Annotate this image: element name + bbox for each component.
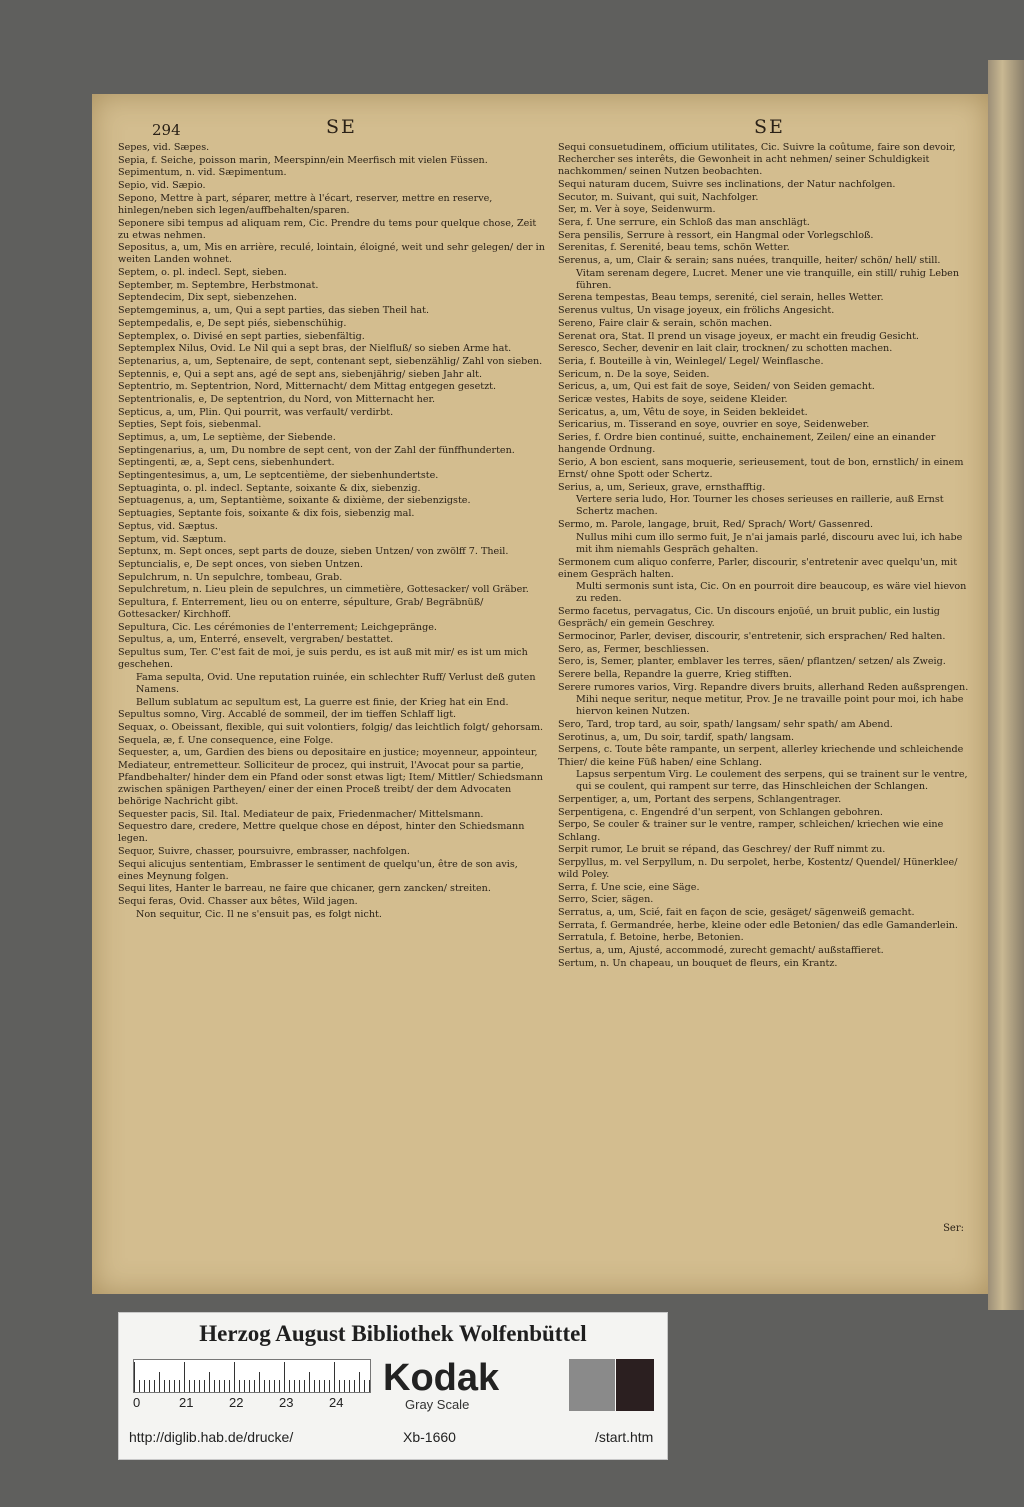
dictionary-entry: Vitam serenam degere, Lucret. Mener une vie tranquille, ein still/ ruhig Leben führen.: [576, 267, 960, 291]
right-entries: [558, 142, 974, 970]
dictionary-entry: Septenarius, a, um, Septenaire, de sept, contenant sept, siebenzählig/ Zahl von sieben.: [118, 355, 543, 367]
dictionary-entry: Multi sermonis sunt ista, Cic. On en pourroit dire beaucoup, es wäre viel hievon zu reden.: [576, 581, 967, 605]
dictionary-entry: Serratula, f. Betoine, herbe, Betonien.: [558, 932, 744, 944]
ruler-tick: [229, 1380, 230, 1392]
dictionary-entry: Sequestro dare, credere, Mettre quelque chose en dépost, hinter den Schiedsmann legen.: [118, 821, 525, 845]
dictionary-entry: Sericæ vestes, Habits de soye, seidene Kleider.: [558, 393, 788, 405]
dictionary-entry: Sepultura, f. Enterrement, lieu ou on enterre, sépulture, Grab/ Begräbnüß/ Gottesacker/ Kirchhoff.: [118, 596, 484, 621]
dictionary-entry: Serere rumores varios, Virg. Repandre divers bruits, allerhand Reden außsprengen.: [558, 681, 969, 693]
shelfmark: Xb-1660: [403, 1429, 456, 1445]
dictionary-entry: Septemgeminus, a, um, Qui a sept parties, das sieben Theil hat.: [118, 305, 430, 317]
dictionary-entry: Septentrionalis, e, De septentrion, du Nord, von Mitternacht her.: [118, 393, 436, 405]
dictionary-entry: Septempedalis, e, De sept piés, siebenschühig.: [118, 317, 347, 329]
ruler-tick: [284, 1362, 285, 1392]
dictionary-entry: Serpens, c. Toute bête rampante, un serpent, allerley kriechende und schleichende Thier/ die keine Füß haben/ eine Schlang.: [558, 744, 964, 768]
ruler-tick: [254, 1380, 255, 1392]
dictionary-entry: Septemplex, o. Divisé en sept parties, siebenfältig.: [118, 330, 365, 342]
ruler-tick: [299, 1380, 300, 1392]
ruler-tick: [269, 1380, 270, 1392]
dictionary-entry: Sereno, Faire clair & serain, schön machen.: [558, 317, 773, 329]
ruler-tick: [164, 1380, 165, 1392]
dictionary-entry: Sepultus, a, um, Enterré, ensevelt, vergraben/ bestattet.: [118, 634, 394, 646]
ruler-tick: [334, 1362, 335, 1392]
ruler-tick: [339, 1380, 340, 1392]
ruler-tick: [314, 1380, 315, 1392]
dictionary-entry: Septies, Sept fois, siebenmal.: [118, 419, 262, 431]
dictionary-entry: Septimus, a, um, Le septième, der Siebende.: [118, 432, 336, 444]
dictionary-entry: September, m. Septembre, Herbstmonat.: [118, 279, 319, 291]
dictionary-entry: Serpentiger, a, um, Portant des serpens, Schlangentrager.: [558, 794, 842, 806]
archive-footer: [118, 1312, 668, 1460]
dictionary-entry: Vertere seria ludo, Hor. Tourner les choses serieuses en raillerie, auß Ernst Schertz machen.: [576, 494, 944, 518]
dictionary-entry: Septuncialis, e, De sept onces, von sieben Untzen.: [118, 558, 364, 570]
dictionary-entry: Septicus, a, um, Plin. Qui pourrit, was verfault/ verdirbt.: [118, 406, 394, 418]
dictionary-entry: Septingenti, æ, a, Sept cens, siebenhundert.: [118, 457, 335, 469]
dictionary-entry: Lapsus serpentum Virg. Le coulement des serpens, qui se trainent sur le ventre, qui se coulent, qui rampent sur terre, das Hinschleichen der Schlangen.: [576, 769, 968, 793]
ruler-tick: [329, 1380, 330, 1392]
ruler-tick: [174, 1380, 175, 1392]
ruler-tick: [184, 1362, 185, 1392]
ruler-tick: [249, 1380, 250, 1392]
dictionary-entry: Sequi feras, Ovid. Chasser aux bêtes, Wild jagen.: [118, 896, 358, 908]
dictionary-entry: Sermonem cum aliquo conferre, Parler, discourir, s'entretenir avec quelqu'un, mit einem Gespräch halten.: [558, 556, 958, 580]
dictionary-entry: Fama sepulta, Ovid. Une reputation ruinée, ein schlechter Ruff/ Verlust deß guten Namens.: [136, 671, 536, 695]
dictionary-entry: Serpo, Se couler & trainer sur le ventre, ramper, schleichen/ kriechen wie eine Schlang.: [558, 819, 944, 843]
ruler-tick: [189, 1380, 190, 1392]
ruler-tick: [359, 1372, 360, 1392]
dictionary-entry: Sequester pacis, Sil. Ital. Mediateur de paix, Friedenmacher/ Mittelsmann.: [118, 808, 484, 820]
dictionary-entry: Serenat ora, Stat. Il prend un visage joyeux, er macht ein freudig Gesicht.: [558, 330, 919, 342]
dictionary-entry: Septennis, e, Qui a sept ans, agé de sept ans, siebenjährig/ sieben Jahr alt.: [118, 368, 483, 380]
book-page: [92, 94, 988, 1294]
dictionary-entry: Seria, f. Bouteille à vin, Weinlegel/ Legel/ Weinflasche.: [558, 355, 824, 367]
ruler-labels: [133, 1395, 383, 1413]
dictionary-entry: Sequi alicujus sententiam, Embrasser le sentiment de quelqu'un, être de son avis, eines Meynung folgen.: [118, 858, 518, 882]
running-head-right: SE: [754, 116, 785, 138]
ruler-tick: [354, 1380, 355, 1392]
dictionary-entry: Serenitas, f. Serenité, beau tems, schön Wetter.: [558, 242, 790, 254]
left-column: [118, 116, 546, 922]
dictionary-entry: Sequi consuetudinem, officium utilitates, Cic. Suivre la coûtume, faire son devoir, Rechercher ses interêts, die Gewonheit in acht nehmen/ seiner Schuldigkeit nachkommen/ seinen Nutzen beobachten.: [558, 142, 956, 178]
dictionary-entry: Sequax, o. Obeissant, flexible, qui suit volontiers, folgig/ das leichtlich folgt/ gehorsam.: [118, 722, 544, 734]
dictionary-entry: Sericum, n. De la soye, Seiden.: [558, 368, 710, 380]
dictionary-entry: Serius, a, um, Serieux, grave, ernsthafftig.: [558, 481, 766, 493]
ruler-tick: [364, 1380, 365, 1392]
ruler-label: 24: [329, 1395, 344, 1410]
ruler-tick: [309, 1372, 310, 1392]
dictionary-entry: Sertum, n. Un chapeau, un bouquet de fleurs, ein Krantz.: [558, 957, 838, 969]
dictionary-entry: Septum, vid. Sæptum.: [118, 533, 227, 545]
dictionary-entry: Sepultus sum, Ter. C'est fait de moi, je suis perdu, es ist auß mit mir/ es ist um mich geschehen.: [118, 647, 528, 671]
dictionary-entry: Serenus, a, um, Clair & serain; sans nuées, tranquille, heiter/ schön/ hell/ still.: [558, 255, 941, 266]
kodak-logo: Kodak: [383, 1357, 500, 1399]
ruler-tick: [234, 1362, 235, 1392]
dictionary-entry: Septingenarius, a, um, Du nombre de sept cent, von der Zahl der fünffhunderten.: [118, 444, 515, 456]
ruler-tick: [209, 1372, 210, 1392]
dictionary-entry: Bellum sublatum ac sepultum est, La guerre est finie, der Krieg hat ein End.: [136, 696, 509, 708]
dictionary-entry: Sepultura, Cic. Les cérémonies de l'enterrement; Leichgepränge.: [118, 621, 437, 633]
dictionary-entry: Ser, m. Ver à soye, Seidenwurm.: [558, 204, 716, 216]
dictionary-entry: Sepositus, a, um, Mis en arrière, reculé, lointain, éloigné, weit und sehr gelegen/ der in weiten Landen wohnet.: [118, 242, 545, 266]
dictionary-entry: Sera, f. Une serrure, ein Schloß das man anschlägt.: [558, 216, 810, 228]
ruler-tick: [274, 1380, 275, 1392]
dictionary-entry: Sericarius, m. Tisserand en soye, ouvrier en soye, Seidenweber.: [558, 419, 870, 431]
dictionary-entry: Sepimentum, n. vid. Sæpimentum.: [118, 167, 287, 179]
ruler-tick: [204, 1380, 205, 1392]
dictionary-entry: Serpit rumor, Le bruit se répand, das Geschrey/ der Ruff nimmt zu.: [558, 844, 886, 856]
ruler-tick: [139, 1380, 140, 1392]
dictionary-entry: Sera pensilis, Serrure à ressort, ein Hangmal oder Vorlegschloß.: [558, 229, 874, 241]
ruler-tick: [159, 1372, 160, 1392]
dictionary-entry: Septunx, m. Sept onces, sept parts de douze, sieben Untzen/ von zwölff 7. Theil.: [118, 546, 509, 558]
dictionary-entry: Septentrio, m. Septentrion, Nord, Mitternacht/ dem Mittag entgegen gesetzt.: [118, 381, 497, 393]
dictionary-entry: Serere bella, Repandre la guerre, Krieg stifften.: [558, 668, 792, 680]
dictionary-entry: Sepia, f. Seiche, poisson marin, Meerspinn/ein Meerfisch mit vielen Füssen.: [118, 154, 488, 166]
gray-swatch: [569, 1359, 615, 1411]
page-edge: [988, 60, 1024, 1310]
dictionary-entry: Sepio, vid. Sæpio.: [118, 180, 206, 192]
ruler-label: 0: [133, 1395, 141, 1410]
dictionary-entry: Septemplex Nilus, Ovid. Le Nil qui a sept bras, der Nielfluß/ so sieben Arme hat.: [118, 343, 512, 355]
dictionary-entry: Serotinus, a, um, Du soir, tardif, spath/ langsam.: [558, 731, 795, 743]
dictionary-entry: Serena tempestas, Beau temps, serenité, ciel serain, helles Wetter.: [558, 292, 884, 304]
dark-swatch: [616, 1359, 654, 1411]
dictionary-entry: Sequi lites, Hanter le barreau, ne faire que chicaner, gern zancken/ streiten.: [118, 883, 491, 895]
dictionary-entry: Serrata, f. Germandrée, herbe, kleine oder edle Betonien/ das edle Gamanderlein.: [558, 919, 958, 931]
dictionary-entry: Serio, A bon escient, sans moquerie, serieusement, tout de bon, ernstlich/ in einem Ernst/ ohne Spott oder Schertz.: [558, 456, 964, 480]
dictionary-entry: Sero, Tard, trop tard, au soir, spath/ langsam/ sehr spath/ am Abend.: [558, 719, 893, 731]
dictionary-entry: Serro, Scier, sägen.: [558, 894, 654, 906]
dictionary-entry: Sepultus somno, Virg. Accablé de sommeil, der im tieffen Schlaff ligt.: [118, 709, 457, 721]
ruler-tick: [199, 1380, 200, 1392]
dictionary-entry: Series, f. Ordre bien continué, suitte, enchainement, Zeilen/ eine an einander hangende Ordnung.: [558, 432, 936, 456]
dictionary-entry: Septendecim, Dix sept, siebenzehen.: [118, 292, 297, 304]
gray-scale-label: Gray Scale: [405, 1397, 470, 1412]
ruler-label: 21: [179, 1395, 194, 1410]
dictionary-entry: Secutor, m. Suivant, qui suit, Nachfolger.: [558, 191, 759, 203]
dictionary-entry: Sepes, vid. Sæpes.: [118, 142, 210, 153]
ruler-tick: [279, 1380, 280, 1392]
dictionary-entry: Septuagies, Septante fois, soixante & dix fois, siebenzig mal.: [118, 508, 415, 520]
dictionary-entry: Serenus vultus, Un visage joyeux, ein frölichs Angesicht.: [558, 305, 835, 317]
dictionary-entry: Serratus, a, um, Scié, fait en façon de scie, gesäget/ sägenweiß gemacht.: [558, 907, 915, 919]
ruler-tick: [289, 1380, 290, 1392]
scale-ruler: [133, 1359, 371, 1393]
left-entries: [118, 142, 546, 921]
ruler-tick: [179, 1380, 180, 1392]
dictionary-entry: Sero, as, Fermer, beschliessen.: [558, 643, 710, 655]
ruler-tick: [259, 1372, 260, 1392]
page-number: 294: [152, 121, 181, 139]
dictionary-entry: Sericus, a, um, Qui est fait de soye, Seiden/ von Seiden gemacht.: [558, 381, 875, 393]
digilib-url[interactable]: http://diglib.hab.de/drucke/: [129, 1429, 294, 1445]
dictionary-entry: Sequester, a, um, Gardien des biens ou depositaire en justice; moyenneur, appointeur, Mediateur, entremetteur. Solliciteur de procez, qui instruit, l'Avocat pour sa partie, Pfandbehalter/ hinder dem ein Pfand oder sonst etwas ligt; Item/ Mittler/ Schiedsmann zwischen spänigen Partheyen/ einer der einen Proceß treibt/ der dem Advocaten behörige Nachricht gibt.: [118, 747, 543, 807]
dictionary-entry: Sequela, æ, f. Une consequence, eine Folge.: [118, 734, 334, 746]
dictionary-entry: Serpentigena, c. Engendré d'un serpent, von Schlangen gebohren.: [558, 806, 883, 818]
dictionary-entry: Sequor, Suivre, chasser, poursuivre, embrasser, nachfolgen.: [118, 845, 410, 857]
ruler-tick: [149, 1380, 150, 1392]
dictionary-entry: Septuagenus, a, um, Septantième, soixante & dixième, der siebenzigste.: [118, 495, 471, 507]
running-head-left: SE: [326, 116, 357, 138]
dictionary-entry: Septem, o. pl. indecl. Sept, sieben.: [118, 267, 287, 279]
ruler-tick: [239, 1380, 240, 1392]
ruler-label: 22: [229, 1395, 244, 1410]
library-name: Herzog August Bibliothek Wolfenbüttel: [199, 1321, 587, 1346]
ruler-tick: [169, 1380, 170, 1392]
ruler-tick: [264, 1380, 265, 1392]
ruler-tick: [344, 1380, 345, 1392]
ruler-tick: [214, 1380, 215, 1392]
start-link[interactable]: /start.htm: [595, 1429, 654, 1445]
ruler-tick: [244, 1380, 245, 1392]
dictionary-entry: Septingentesimus, a, um, Le septcentième, der siebenhundertste.: [118, 470, 439, 482]
dictionary-entry: Sermo, m. Parole, langage, bruit, Red/ Sprach/ Wort/ Gassenred.: [558, 519, 874, 531]
ruler-tick: [324, 1380, 325, 1392]
ruler-tick: [304, 1380, 305, 1392]
ruler-tick: [349, 1380, 350, 1392]
dictionary-entry: Sericatus, a, um, Vêtu de soye, in Seiden bekleidet.: [558, 406, 808, 418]
dictionary-entry: Seponere sibi tempus ad aliquam rem, Cic. Prendre du tems pour quelque chose, Zeit zu etwas nehmen.: [118, 217, 537, 241]
dictionary-entry: Serpyllus, m. vel Serpyllum, n. Du serpolet, herbe, Kostentz/ Quendel/ Hünerklee/ wild Poley.: [558, 856, 958, 880]
catchword: Ser:: [943, 1223, 964, 1234]
dictionary-entry: Mihi neque seritur, neque metitur, Prov. Je ne travaille point pour moi, ich habe hiervon keinen Nutzen.: [576, 694, 964, 718]
ruler-tick: [194, 1380, 195, 1392]
ruler-tick: [369, 1380, 370, 1392]
ruler-label: 23: [279, 1395, 294, 1410]
dictionary-entry: Sero, is, Semer, planter, emblaver les terres, säen/ pflantzen/ setzen/ als Zweig.: [558, 656, 946, 668]
ruler-tick: [154, 1380, 155, 1392]
dictionary-entry: Septus, vid. Sæptus.: [118, 520, 218, 532]
dictionary-entry: Serra, f. Une scie, eine Säge.: [558, 881, 700, 893]
dictionary-entry: Nullus mihi cum illo sermo fuit, Je n'ai jamais parlé, discouru avec lui, ich habe mit ihm niemahls Gespräch gehalten.: [576, 531, 963, 555]
dictionary-entry: Sepono, Mettre à part, séparer, mettre à l'écart, reserver, mettre en reserve, hinlegen/neben sich legen/auffbehalten/sparen.: [118, 192, 493, 216]
right-column: [558, 116, 974, 970]
dictionary-entry: Seresco, Secher, devenir en lait clair, trocknen/ zu schotten machen.: [558, 343, 893, 355]
dictionary-entry: Sermocinor, Parler, deviser, discourir, s'entretenir, sich ersprachen/ Red halten.: [558, 630, 946, 642]
ruler-tick: [294, 1380, 295, 1392]
dictionary-entry: Sermo facetus, pervagatus, Cic. Un discours enjoüé, un bruit public, ein lustig Gespräch/ ein gemein Geschrey.: [558, 606, 940, 630]
dictionary-entry: Sepulchrum, n. Un sepulchre, tombeau, Grab.: [118, 571, 343, 583]
dictionary-entry: Sepulchretum, n. Lieu plein de sepulchres, un cimmetière, Gottesacker/ voll Gräber.: [118, 584, 529, 596]
ruler-tick: [144, 1380, 145, 1392]
ruler-tick: [319, 1380, 320, 1392]
url-row: [119, 1423, 667, 1451]
dictionary-entry: Sertus, a, um, Ajusté, accommodé, zurecht gemacht/ außstaffieret.: [558, 945, 884, 957]
dictionary-entry: Septuaginta, o. pl. indecl. Septante, soixante & dix, siebenzig.: [118, 482, 421, 494]
ruler-tick: [219, 1380, 220, 1392]
ruler-tick: [134, 1362, 135, 1392]
ruler-tick: [224, 1380, 225, 1392]
dictionary-entry: Sequi naturam ducem, Suivre ses inclinations, der Natur nachfolgen.: [558, 178, 896, 190]
dictionary-entry: Non sequitur, Cic. Il ne s'ensuit pas, es folgt nicht.: [136, 908, 382, 920]
